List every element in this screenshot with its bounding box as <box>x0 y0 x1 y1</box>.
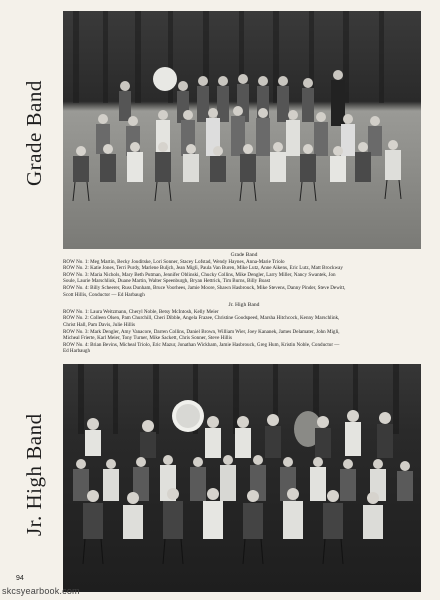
caption-line: ROW No. 4: Brian Bevins, Micheal Triolo, Eric Mazur, Jonathan Wickham, Jamie Hasbrouck, Greg Hum, Kristin Noble, Conductor — <box>63 341 340 348</box>
caption-line: Christ Hall, Pam Davis, Julie Hillis <box>63 321 136 328</box>
caption-line: ROW No. 2: Colleen Olsen, Pam Churchill, Cheri Dibble, Angela Frazee, Christine Goodspeed, Marsha Hitchcock, Kenny Marschlink, <box>63 315 340 322</box>
jr-high-band-photo <box>63 364 421 592</box>
watermark-text: skcsyearbook.com <box>2 586 80 596</box>
captions-block <box>63 252 425 355</box>
caption-line: ROW No. 3: Maria Nichols, Mary Beth Putman, Jennifer Oblinski, Chucky Collins, Mike Dengler, Larry Miller, Nancy Swantek, Jon <box>63 271 336 278</box>
caption-line: ROW No. 3: Mark Dengler, Amy Vanacore, Darren Collins, Daniel Brown, William Wier, Joey Kananek, James Delamater, John Migli, <box>63 328 340 335</box>
grade-band-title: Grade Band <box>22 80 46 186</box>
caption-line: Micheal Frierte, Karl Meier, Tony Turner, Mike Sackett, Chris Sonner, Steve Hillis <box>63 335 232 342</box>
caption-line: Soule, Laurie Marschlink, Duane Martin, Walter Speenburgh, Bryan Hettrick, Tim Burns, Billy Boast <box>63 278 271 285</box>
caption-line: ROW No. 4: Billy Scheerer, Russ Dunham, Bruce Voorhees, Jamie Moore, Shawn Hasbrouck, Mike Stevens, Danny Pinder, Steve Dewitt, <box>63 284 346 291</box>
jr-high-band-title: Jr. High Band <box>22 413 46 537</box>
grade-band-caption-heading: Grade Band <box>230 252 258 258</box>
caption-line: Ed Harbaugh <box>63 348 91 355</box>
page-number: 94 <box>16 575 24 582</box>
grade-band-photo <box>63 11 421 249</box>
caption-line: ROW No. 1: Meg Martin, Becky Jouditske, Lori Sonner, Stacey Lofstad, Wendy Haynes, Anna-Marie Triolo <box>63 258 285 265</box>
jr-high-band-caption-heading: Jr. High Band <box>228 302 260 309</box>
caption-line: ROW No. 2: Katie Jones, Terri Purdy, Marlene Buljch, Jean Migli, Paula Van Buren, Mike Lutz, Anne Aikens, Eric Lutz, Matt Brockway <box>63 265 343 272</box>
caption-line: ROW No. 1: Laura Weitzmann, Cheryl Noble, Betsy McIntosh, Kelly Meier <box>63 308 219 315</box>
caption-line: Scott Hillis, Conductor — Ed Harbaugh <box>63 291 145 298</box>
